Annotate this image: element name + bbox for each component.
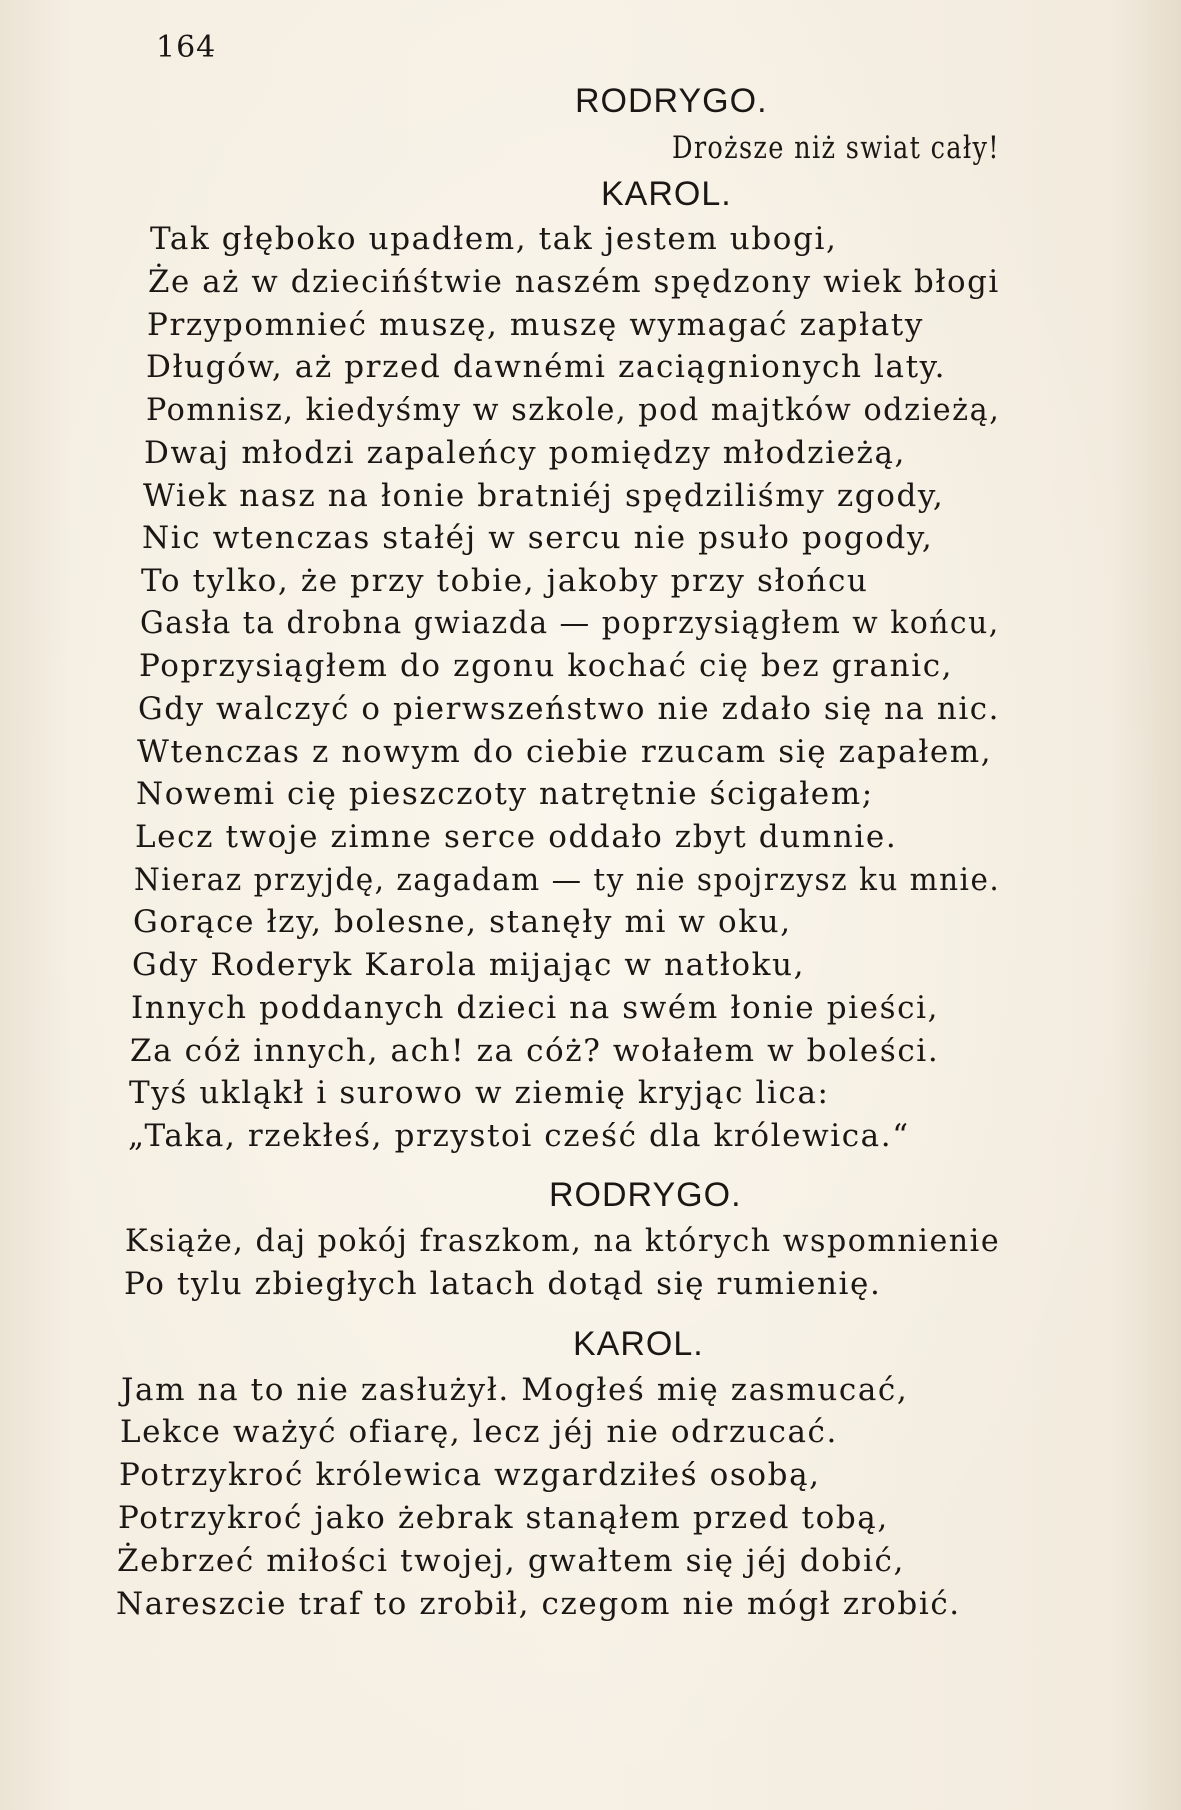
verse-line: Nowemi cię pieszczoty natrętnie ścigałem; <box>136 776 874 812</box>
speaker-heading-rodrygo: RODRYGO. <box>549 1176 742 1214</box>
verse-line: Droższe niż swiat cały! <box>672 130 1000 166</box>
speaker-heading-karol: KAROL. <box>573 1325 704 1363</box>
verse-line: Gdy Roderyk Karola mijając w natłoku, <box>132 947 806 983</box>
page-number: 164 <box>156 30 217 65</box>
verse-line: Jam na to nie zasłużył. Mogłeś mię zasmucać, <box>121 1372 909 1408</box>
verse-line: Potrzykroć królewica wzgardziłeś osobą, <box>119 1457 821 1493</box>
verse-line: To tylko, że przy tobie, jakoby przy słońcu <box>141 563 869 599</box>
verse-line: Wiek nasz na łonie bratniéj spędziliśmy zgody, <box>143 478 945 514</box>
verse-line: Nic wtenczas stałéj w sercu nie psuło pogody, <box>142 520 934 556</box>
speaker-heading-rodrygo: RODRYGO. <box>575 82 768 120</box>
verse-line: Wtenczas z nowym do ciebie rzucam się zapałem, <box>137 734 993 770</box>
verse-line: Lekce ważyć ofiarę, lecz jéj nie odrzucać. <box>120 1414 838 1450</box>
verse-line: Dwaj młodzi zapaleńcy pomiędzy młodzieżą, <box>144 435 907 471</box>
verse-line: Innych poddanych dzieci na swém łonie pieści, <box>131 990 940 1026</box>
verse-line: „Taka, rzekłeś, przystoi cześć dla królewica.“ <box>128 1118 910 1154</box>
verse-line: Książe, daj pokój fraszkom, na których wspomnienie <box>125 1223 1001 1259</box>
verse-line: Gasła ta drobna gwiazda — poprzysiągłem w końcu, <box>140 605 1000 641</box>
verse-line: Przypomnieć muszę, muszę wymagać zapłaty <box>147 307 924 343</box>
verse-line: Po tylu zbiegłych latach dotąd się rumienię. <box>124 1266 882 1302</box>
verse-line: Potrzykroć jako żebrak stanąłem przed tobą, <box>118 1500 889 1536</box>
verse-line: Gdy walczyć o pierwszeństwo nie zdało się na nic. <box>138 691 1001 727</box>
verse-line: Za cóż innych, ach! za cóż? wołałem w boleści. <box>130 1033 940 1069</box>
verse-line: Tyś ukląkł i surowo w ziemię kryjąc lica: <box>129 1075 830 1111</box>
verse-line: Tak głęboko upadłem, tak jestem ubogi, <box>150 221 838 257</box>
verse-line: Nieraz przyjdę, zagadam — ty nie spojrzysz ku mnie. <box>134 862 1001 898</box>
verse-line: Poprzysiągłem do zgonu kochać cię bez granic, <box>139 648 954 684</box>
verse-line: Że aż w dziecińśtwie naszém spędzony wiek błogi <box>148 264 1000 300</box>
verse-line: Pomnisz, kiedyśmy w szkole, pod majtków odzieżą, <box>146 392 1001 428</box>
verse-line: Lecz twoje zimne serce oddało zbyt dumnie. <box>135 819 898 855</box>
speaker-heading-karol: KAROL. <box>601 175 732 213</box>
verse-line: Gorące łzy, bolesne, stanęły mi w oku, <box>133 904 792 940</box>
verse-line: Nareszcie traf to zrobił, czegom nie mógł zrobić. <box>116 1586 961 1622</box>
verse-line: Długów, aż przed dawnémi zaciągnionych laty. <box>146 349 947 385</box>
verse-line: Żebrzeć miłości twojej, gwałtem się jéj dobić, <box>117 1543 905 1579</box>
